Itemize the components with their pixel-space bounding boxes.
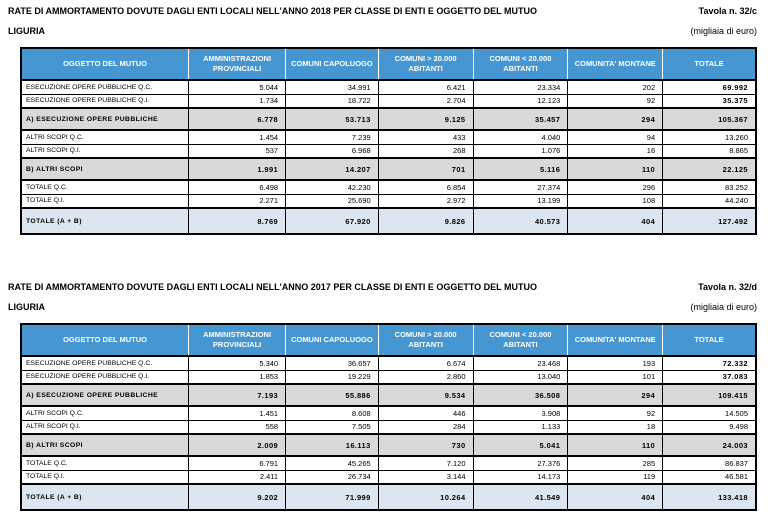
cell-value: 24.003 [663, 434, 756, 456]
table-row [21, 130, 756, 144]
cell-value: 294 [568, 108, 663, 130]
cell-value: 14.207 [286, 158, 379, 180]
cell-value: 1.853 [189, 370, 286, 384]
cell-value: 92 [568, 94, 663, 108]
cell-value: 71.999 [286, 484, 379, 510]
row-label: ESECUZIONE OPERE PUBBLICHE Q.C. [21, 80, 189, 94]
cell-value: 6.421 [378, 80, 473, 94]
table-row [21, 370, 756, 384]
table-row [21, 144, 756, 158]
row-label: A) ESECUZIONE OPERE PUBBLICHE [21, 384, 189, 406]
cell-value: 9.826 [378, 208, 473, 234]
cell-value: 446 [378, 406, 473, 420]
cell-value: 9.125 [378, 108, 473, 130]
cell-value: 72.332 [663, 356, 756, 370]
cell-value: 558 [189, 420, 286, 434]
cell-value: 67.920 [286, 208, 379, 234]
cell-value: 119 [568, 470, 663, 484]
cell-value: 6.674 [378, 356, 473, 370]
table-row [21, 420, 756, 434]
cell-value: 404 [568, 484, 663, 510]
cell-value: 537 [189, 144, 286, 158]
row-label: ESECUZIONE OPERE PUBBLICHE Q.I. [21, 94, 189, 108]
cell-value: 101 [568, 370, 663, 384]
column-header-oggetto: OGGETTO DEL MUTUO [21, 324, 189, 356]
column-header-totale: TOTALE [663, 324, 756, 356]
cell-value: 6.854 [378, 180, 473, 194]
cell-value: 7.505 [286, 420, 379, 434]
tavola-ref: Tavola n. 32/d [698, 282, 757, 292]
cell-value: 2.860 [378, 370, 473, 384]
cell-value: 9.202 [189, 484, 286, 510]
cell-value: 26.734 [286, 470, 379, 484]
table-row [21, 180, 756, 194]
cell-value: 14.505 [663, 406, 756, 420]
column-header-oggetto: OGGETTO DEL MUTUO [21, 48, 189, 80]
header-row [21, 324, 756, 356]
cell-value: 13.199 [473, 194, 568, 208]
cell-value: 202 [568, 80, 663, 94]
cell-value: 730 [378, 434, 473, 456]
region-label: LIGURIA [8, 26, 45, 36]
cell-value: 105.367 [663, 108, 756, 130]
row-label: A) ESECUZIONE OPERE PUBBLICHE [21, 108, 189, 130]
cell-value: 2.411 [189, 470, 286, 484]
table-section-2017 [8, 281, 757, 511]
cell-value: 14.173 [473, 470, 568, 484]
cell-value: 133.418 [663, 484, 756, 510]
table-row [21, 194, 756, 208]
cell-value: 296 [568, 180, 663, 194]
unit-label: (migliaia di euro) [690, 302, 757, 312]
table-row [21, 356, 756, 370]
row-label: ESECUZIONE OPERE PUBBLICHE Q.C. [21, 356, 189, 370]
table-title: RATE DI AMMORTAMENTO DOVUTE DAGLI ENTI LOCALI NELL'ANNO 2018 PER CLASSE DI ENTI E OGGETTO DEL MUTUO [8, 6, 538, 16]
cell-value: 9.498 [663, 420, 756, 434]
table-row [21, 456, 756, 470]
cell-value: 83.252 [663, 180, 756, 194]
cell-value: 27.376 [473, 456, 568, 470]
table-row [21, 406, 756, 420]
cell-value: 45.265 [286, 456, 379, 470]
cell-value: 34.991 [286, 80, 379, 94]
column-header-amministrazioni: AMMINISTRAZIONI PROVINCIALI [189, 48, 286, 80]
cell-value: 9.534 [378, 384, 473, 406]
cell-value: 2.009 [189, 434, 286, 456]
table-row [21, 80, 756, 94]
cell-value: 6.968 [286, 144, 379, 158]
cell-value: 35.457 [473, 108, 568, 130]
row-label: TOTALE Q.I. [21, 194, 189, 208]
cell-value: 108 [568, 194, 663, 208]
cell-value: 12.123 [473, 94, 568, 108]
cell-value: 268 [378, 144, 473, 158]
column-header-comunita-montane: COMUNITA' MONTANE [568, 48, 663, 80]
table-section-2018 [8, 5, 757, 235]
region-row [8, 301, 757, 313]
cell-value: 404 [568, 208, 663, 234]
row-label: TOTALE Q.C. [21, 180, 189, 194]
cell-value: 7.239 [286, 130, 379, 144]
cell-value: 36.657 [286, 356, 379, 370]
cell-value: 2.271 [189, 194, 286, 208]
cell-value: 127.492 [663, 208, 756, 234]
row-label: TOTALE (A + B) [21, 208, 189, 234]
table-row [21, 208, 756, 234]
region-label: LIGURIA [8, 302, 45, 312]
cell-value: 23.468 [473, 356, 568, 370]
cell-value: 284 [378, 420, 473, 434]
row-label: TOTALE Q.I. [21, 470, 189, 484]
cell-value: 6.778 [189, 108, 286, 130]
cell-value: 3.908 [473, 406, 568, 420]
column-header-totale: TOTALE [663, 48, 756, 80]
cell-value: 701 [378, 158, 473, 180]
cell-value: 18 [568, 420, 663, 434]
cell-value: 40.573 [473, 208, 568, 234]
region-row [8, 25, 757, 37]
cell-value: 27.374 [473, 180, 568, 194]
column-header-minori-20000: COMUNI < 20.000 ABITANTI [473, 48, 568, 80]
cell-value: 19.229 [286, 370, 379, 384]
column-header-maggiori-20000: COMUNI > 20.000 ABITANTI [378, 48, 473, 80]
column-header-amministrazioni: AMMINISTRAZIONI PROVINCIALI [189, 324, 286, 356]
cell-value: 35.375 [663, 94, 756, 108]
title-row [8, 5, 757, 17]
cell-value: 5.041 [473, 434, 568, 456]
cell-value: 23.334 [473, 80, 568, 94]
cell-value: 46.581 [663, 470, 756, 484]
cell-value: 8.608 [286, 406, 379, 420]
cell-value: 285 [568, 456, 663, 470]
cell-value: 7.120 [378, 456, 473, 470]
cell-value: 110 [568, 434, 663, 456]
cell-value: 69.992 [663, 80, 756, 94]
table-row [21, 434, 756, 456]
unit-label: (migliaia di euro) [690, 26, 757, 36]
cell-value: 44.240 [663, 194, 756, 208]
table-row [21, 384, 756, 406]
cell-value: 433 [378, 130, 473, 144]
row-label: TOTALE (A + B) [21, 484, 189, 510]
cell-value: 2.972 [378, 194, 473, 208]
cell-value: 8.769 [189, 208, 286, 234]
cell-value: 36.508 [473, 384, 568, 406]
cell-value: 16.113 [286, 434, 379, 456]
table-title: RATE DI AMMORTAMENTO DOVUTE DAGLI ENTI LOCALI NELL'ANNO 2017 PER CLASSE DI ENTI E OGGETTO DEL MUTUO [8, 282, 538, 292]
cell-value: 3.144 [378, 470, 473, 484]
column-header-capoluogo: COMUNI CAPOLUOGO [286, 48, 379, 80]
title-row [8, 281, 757, 293]
cell-value: 1.991 [189, 158, 286, 180]
cell-value: 13.260 [663, 130, 756, 144]
amortization-table-2018 [20, 47, 757, 235]
cell-value: 1.454 [189, 130, 286, 144]
amortization-table-2017 [20, 323, 757, 511]
column-header-capoluogo: COMUNI CAPOLUOGO [286, 324, 379, 356]
cell-value: 6.498 [189, 180, 286, 194]
header-row [21, 48, 756, 80]
cell-value: 18.722 [286, 94, 379, 108]
cell-value: 1.133 [473, 420, 568, 434]
cell-value: 109.415 [663, 384, 756, 406]
row-label: ALTRI SCOPI Q.C. [21, 406, 189, 420]
table-row [21, 94, 756, 108]
cell-value: 193 [568, 356, 663, 370]
cell-value: 5.044 [189, 80, 286, 94]
column-header-comunita-montane: COMUNITA' MONTANE [568, 324, 663, 356]
cell-value: 1.734 [189, 94, 286, 108]
table-row [21, 470, 756, 484]
cell-value: 16 [568, 144, 663, 158]
row-label: B) ALTRI SCOPI [21, 434, 189, 456]
cell-value: 5.116 [473, 158, 568, 180]
cell-value: 5.340 [189, 356, 286, 370]
row-label: ALTRI SCOPI Q.I. [21, 144, 189, 158]
cell-value: 6.791 [189, 456, 286, 470]
column-header-minori-20000: COMUNI < 20.000 ABITANTI [473, 324, 568, 356]
row-label: ALTRI SCOPI Q.I. [21, 420, 189, 434]
table-row [21, 484, 756, 510]
table-row [21, 158, 756, 180]
column-header-maggiori-20000: COMUNI > 20.000 ABITANTI [378, 324, 473, 356]
cell-value: 10.264 [378, 484, 473, 510]
cell-value: 94 [568, 130, 663, 144]
table-wrap [8, 323, 757, 511]
cell-value: 1.076 [473, 144, 568, 158]
cell-value: 53.713 [286, 108, 379, 130]
cell-value: 22.125 [663, 158, 756, 180]
cell-value: 86.837 [663, 456, 756, 470]
row-label: ESECUZIONE OPERE PUBBLICHE Q.I. [21, 370, 189, 384]
row-label: ALTRI SCOPI Q.C. [21, 130, 189, 144]
row-label: B) ALTRI SCOPI [21, 158, 189, 180]
cell-value: 41.549 [473, 484, 568, 510]
cell-value: 8.865 [663, 144, 756, 158]
table-row [21, 108, 756, 130]
cell-value: 7.193 [189, 384, 286, 406]
cell-value: 13.040 [473, 370, 568, 384]
cell-value: 37.083 [663, 370, 756, 384]
cell-value: 42.230 [286, 180, 379, 194]
cell-value: 4.040 [473, 130, 568, 144]
cell-value: 25.690 [286, 194, 379, 208]
cell-value: 2.704 [378, 94, 473, 108]
cell-value: 1.451 [189, 406, 286, 420]
row-label: TOTALE Q.C. [21, 456, 189, 470]
cell-value: 294 [568, 384, 663, 406]
cell-value: 92 [568, 406, 663, 420]
table-wrap [8, 47, 757, 235]
cell-value: 110 [568, 158, 663, 180]
tavola-ref: Tavola n. 32/c [698, 6, 757, 16]
cell-value: 55.886 [286, 384, 379, 406]
